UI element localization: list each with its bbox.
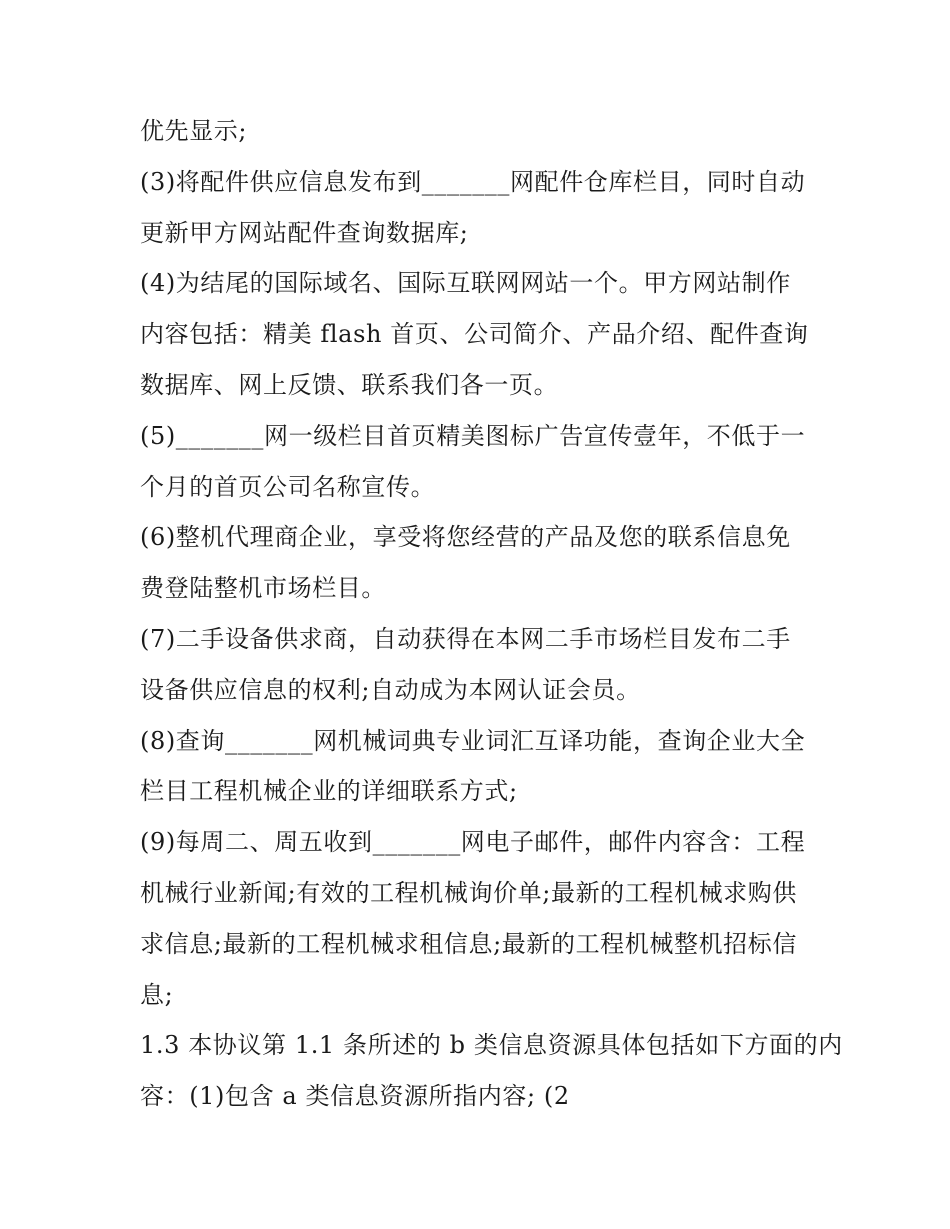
text-line: (6)整机代理商企业，享受将您经营的产品及您的联系信息免: [140, 523, 791, 552]
text-line: 个月的首页公司名称宣传。: [140, 472, 436, 501]
text-line: 更新甲方网站配件查询数据库;: [140, 218, 469, 247]
text-line: 优先显示;: [140, 117, 248, 145]
text-line: (9)每周二、周五收到_______网电子邮件，邮件内容含：工程: [140, 828, 806, 857]
text-line: 栏目工程机械企业的详细联系方式;: [140, 777, 518, 806]
text-line: 机械行业新闻;有效的工程机械询价单;最新的工程机械求购供: [140, 878, 797, 907]
text-line: (3)将配件供应信息发布到_______网配件仓库栏目，同时自动: [140, 167, 806, 196]
text-line: 息;: [140, 980, 174, 1009]
text-line: 1.3 本协议第 1.1 条所述的 b 类信息资源具体包括如下方面的内: [140, 1031, 843, 1060]
text-line: 数据库、网上反馈、联系我们各一页。: [140, 370, 559, 399]
text-line: (7)二手设备供求商，自动获得在本网二手市场栏目发布二手: [140, 624, 791, 653]
text-line: 求信息;最新的工程机械求租信息;最新的工程机械整机招标信: [140, 929, 797, 958]
document-body: [140, 106, 843, 1122]
text-line: (8)查询_______网机械词典专业词汇互译功能，查询企业大全: [140, 726, 806, 755]
text-line: 内容包括：精美 flash 首页、公司简介、产品介绍、配件查询: [140, 320, 809, 349]
text-line: 费登陆整机市场栏目。: [140, 574, 386, 603]
text-line: (5)_______网一级栏目首页精美图标广告宣传壹年，不低于一: [140, 421, 806, 450]
text-line: 设备供应信息的权利;自动成为本网认证会员。: [140, 675, 641, 704]
text-line: 容：(1)包含 a 类信息资源所指内容; (2: [140, 1082, 570, 1111]
text-line: (4)为结尾的国际域名、国际互联网网站一个。甲方网站制作: [140, 269, 791, 298]
